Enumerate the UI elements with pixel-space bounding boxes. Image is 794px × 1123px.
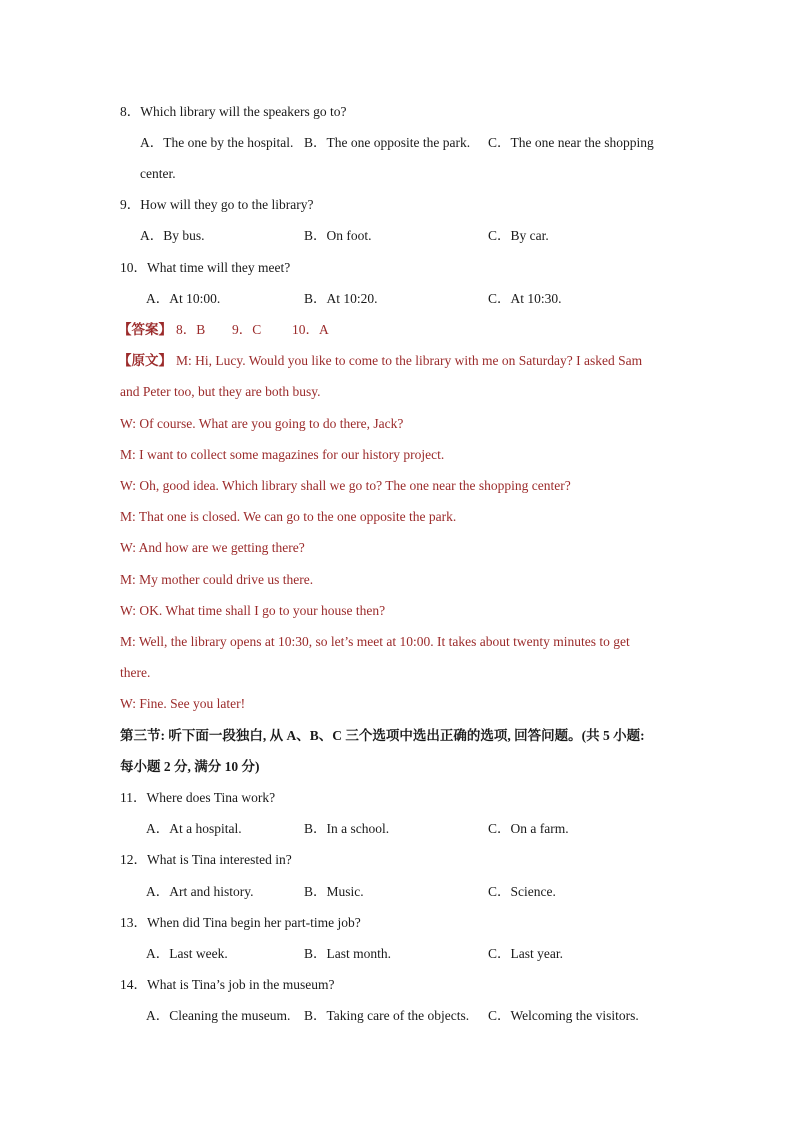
q8-option-c: C．The one near the shopping <box>488 135 654 150</box>
q11-option-b: B．In a school. <box>304 821 390 836</box>
q9-option-a: A．By bus. <box>140 228 205 243</box>
section3-heading: 第三节: 听下面一段独白, 从 A、B、C 三个选项中选出正确的选项, 回答问题。(共 5 小题: <box>120 728 645 743</box>
q8-option-a: A．The one by the hospital. <box>140 135 294 150</box>
transcript-line-9: M: Well, the library opens at 10:30, so let’s meet at 10:00. It takes about twenty minutes to get <box>120 634 630 649</box>
q11-option-c: C．On a farm. <box>488 821 569 836</box>
q10-option-b: B．At 10:20. <box>304 291 378 306</box>
q13-option-b: B．Last month. <box>304 946 391 961</box>
transcript-line-8: W: OK. What time shall I go to your house then? <box>120 603 386 618</box>
transcript-line-6: W: And how are we getting there? <box>120 540 305 555</box>
q9-option-b: B．On foot. <box>304 228 372 243</box>
answer-9: 9．C <box>232 322 262 337</box>
q11-option-a: A．At a hospital. <box>146 821 242 836</box>
q8-question: 8．Which library will the speakers go to? <box>120 104 347 119</box>
answer-10: 10．A <box>292 322 329 337</box>
section3-heading-continued: 每小题 2 分, 满分 10 分) <box>120 759 260 774</box>
q11-question: 11．Where does Tina work? <box>120 790 276 805</box>
transcript-line-2: W: Of course. What are you going to do there, Jack? <box>120 416 404 431</box>
transcript-line-4: W: Oh, good idea. Which library shall we go to? The one near the shopping center? <box>120 478 571 493</box>
transcript-line-1-continued: and Peter too, but they are both busy. <box>120 384 321 399</box>
q10-question: 10．What time will they meet? <box>120 260 291 275</box>
q8-option-b: B．The one opposite the park. <box>304 135 471 150</box>
q10-option-c: C．At 10:30. <box>488 291 562 306</box>
q13-option-c: C．Last year. <box>488 946 563 961</box>
q12-option-b: B．Music. <box>304 884 364 899</box>
q9-option-c: C．By car. <box>488 228 549 243</box>
q9-question: 9．How will they go to the library? <box>120 197 314 212</box>
q14-option-b: B．Taking care of the objects. <box>304 1008 470 1023</box>
q14-option-a: A．Cleaning the museum. <box>146 1008 291 1023</box>
q12-question: 12．What is Tina interested in? <box>120 852 292 867</box>
answer-label: 【答案】 <box>118 322 172 337</box>
transcript-line-7: M: My mother could drive us there. <box>120 572 314 587</box>
q12-option-c: C．Science. <box>488 884 556 899</box>
transcript-label: 【原文】 <box>118 353 172 368</box>
q13-question: 13．When did Tina begin her part-time job? <box>120 915 361 930</box>
transcript-line-9-continued: there. <box>120 665 151 680</box>
answer-8: 8．B <box>176 322 206 337</box>
transcript-line-5: M: That one is closed. We can go to the one opposite the park. <box>120 509 457 524</box>
transcript-line-1: M: Hi, Lucy. Would you like to come to the library with me on Saturday? I asked Sam <box>176 353 643 368</box>
transcript-line-3: M: I want to collect some magazines for our history project. <box>120 447 445 462</box>
q14-option-c: C．Welcoming the visitors. <box>488 1008 639 1023</box>
q8-option-c-continued: center. <box>140 166 176 181</box>
q14-question: 14．What is Tina’s job in the museum? <box>120 977 335 992</box>
transcript-line-10: W: Fine. See you later! <box>120 696 246 711</box>
q12-option-a: A．Art and history. <box>146 884 254 899</box>
q10-option-a: A．At 10:00. <box>146 291 221 306</box>
q13-option-a: A．Last week. <box>146 946 228 961</box>
